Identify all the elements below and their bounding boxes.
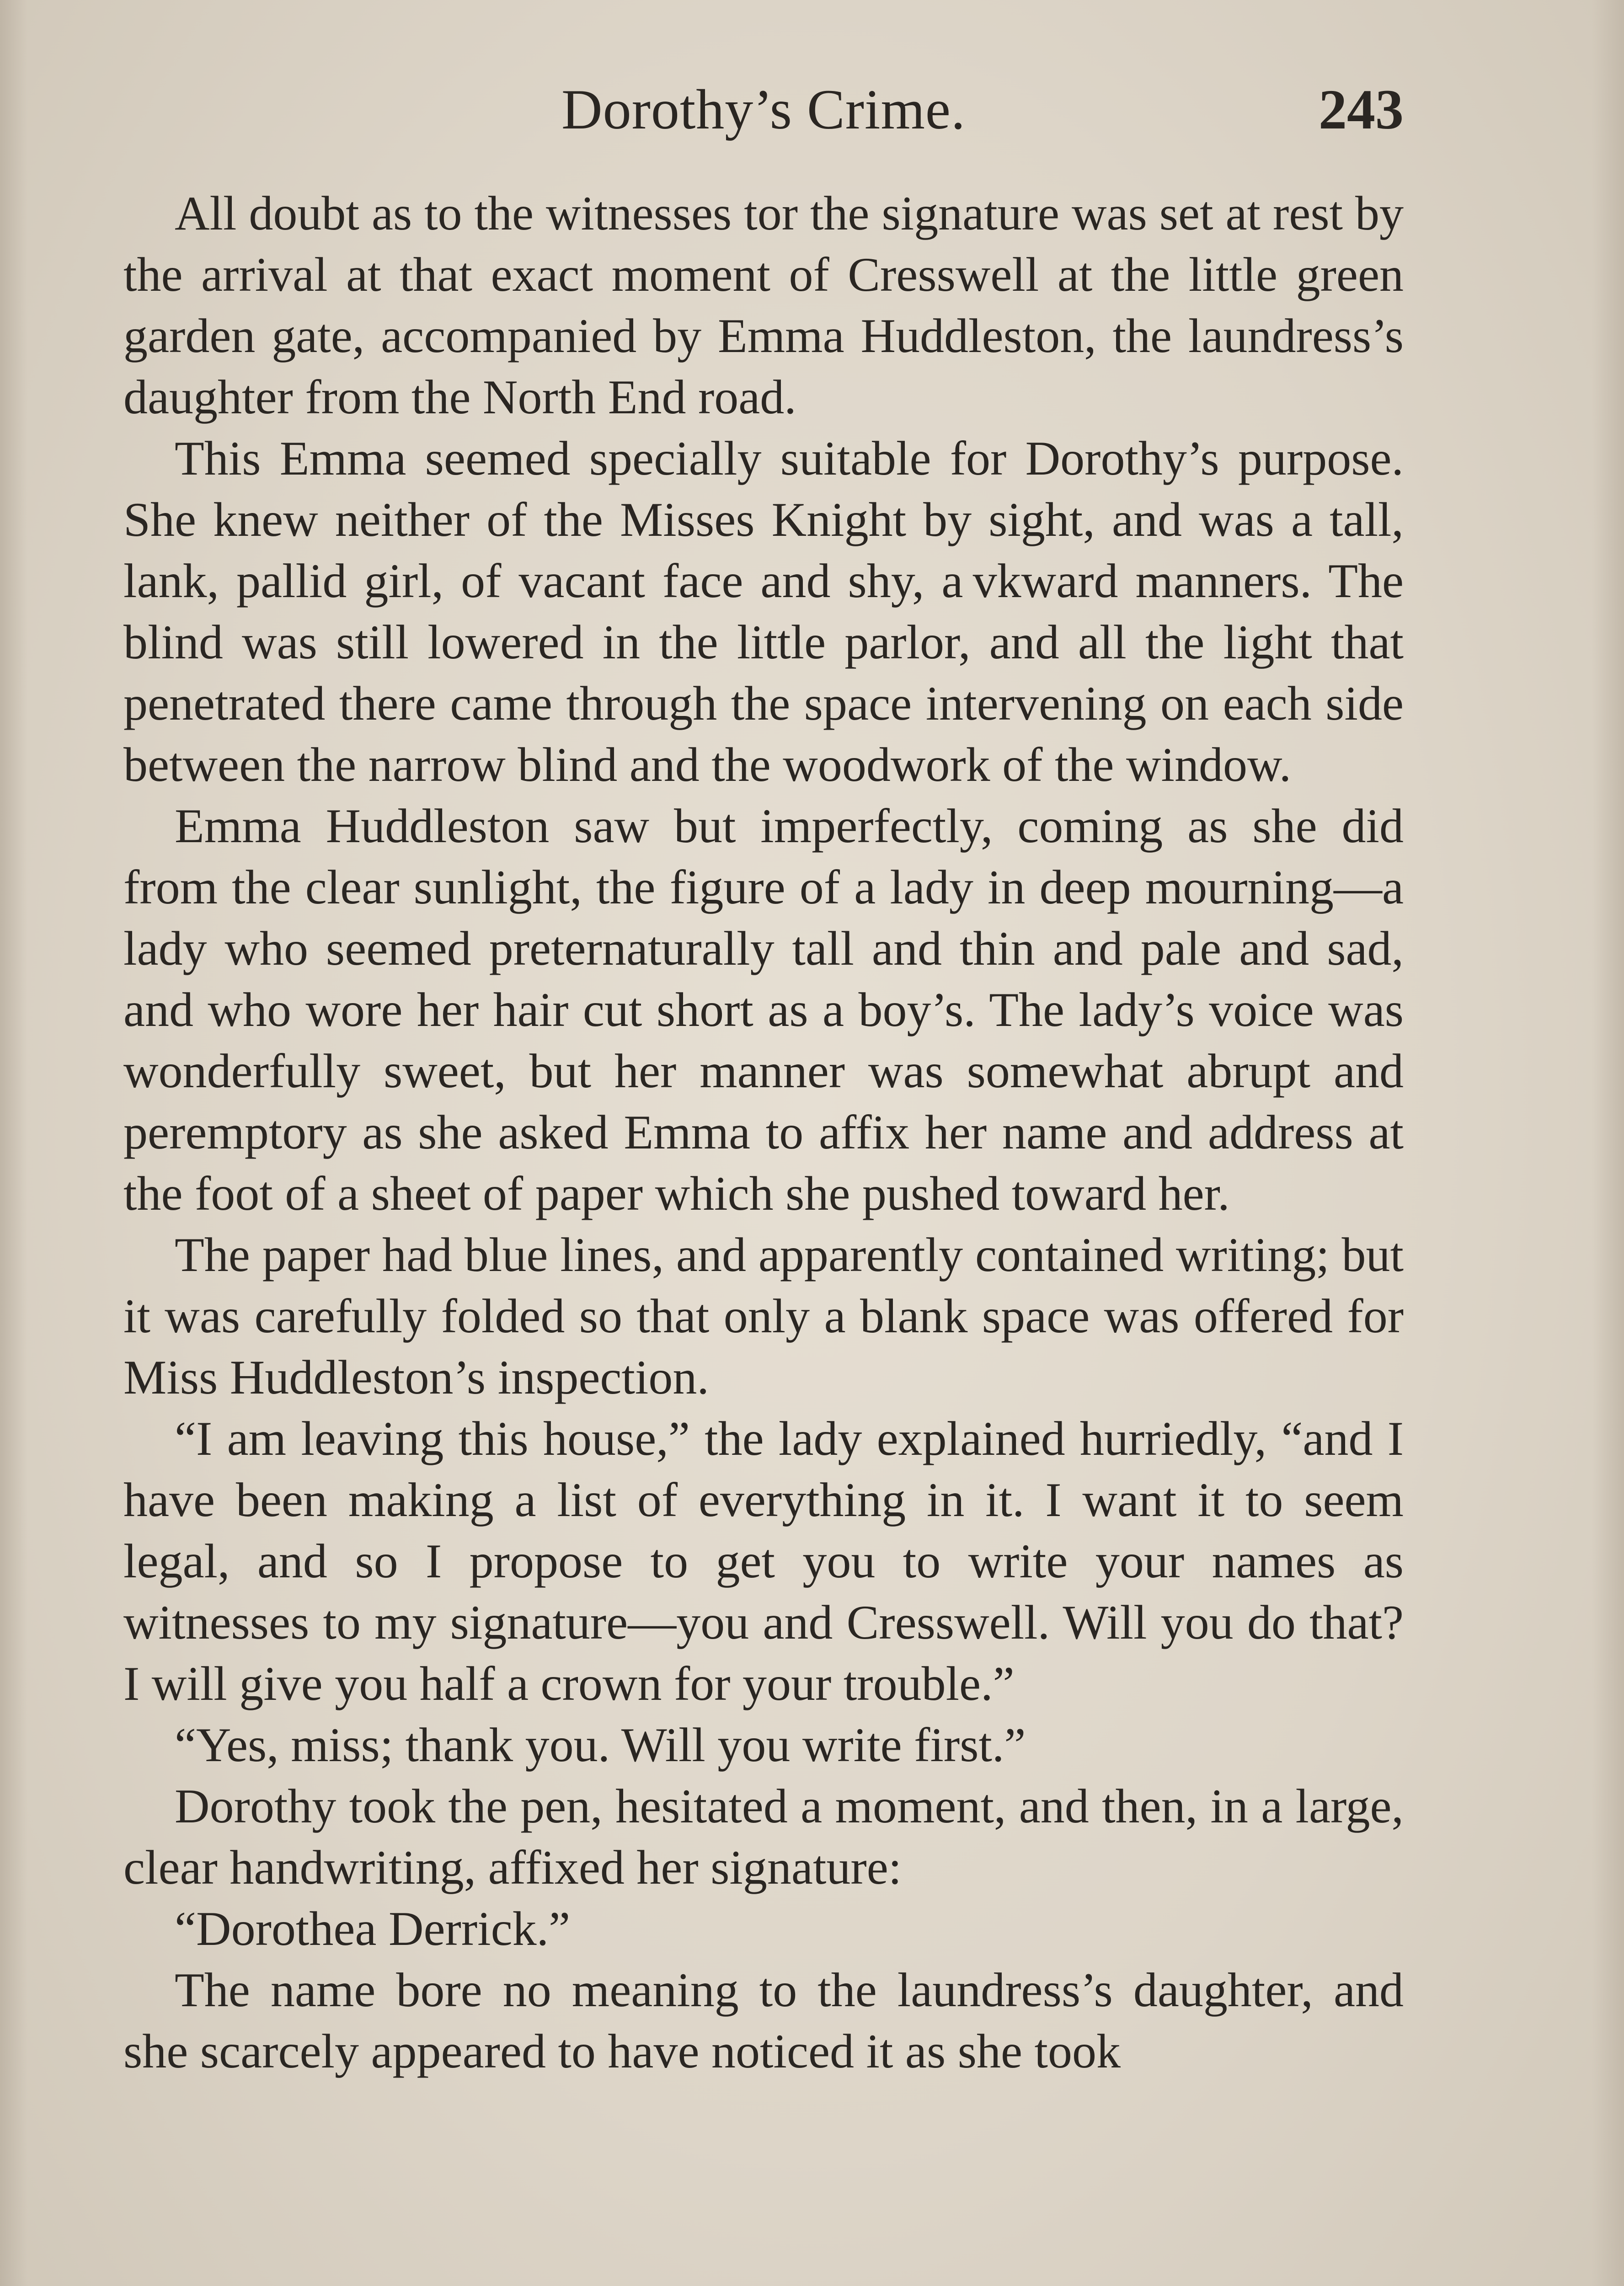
paragraph: “Dorothea Derrick.” [175,1902,571,1955]
paragraph: “I am leaving this house,” the lady explained hurriedly, “and I have been making a list of everything in it. I want it to seem legal, and so I propose to get you to write your names as witnesses to my signature—you and Cresswell. Will you do that? I will give you half a crown for your trouble.” [123,1412,1404,1710]
paragraph: The paper had blue lines, and apparently contained writing; but it was carefully folded so that only a blank space was offered for Miss Huddleston’s inspection. [123,1228,1404,1404]
page-shadow-right [1592,0,1624,2286]
paragraph: Dorothy took the pen, hesitated a moment, and then, in a large, clear handwriting, affixed her signature: [123,1779,1404,1894]
paragraph: The name bore no meaning to the laundress’s daughter, and she scarcely appeared to have noticed it as she took [123,1963,1404,2078]
running-header [123,69,1404,151]
page-shadow-left [0,0,27,2286]
paragraph: This Emma seemed specially suitable for Dorothy’s purpose. She knew neither of the Misses Knight by sight, and was a tall, lank, pallid girl, of vacant face and shy, a vkward manners. The blind was still lowered in the little parlor, and all the light that penetrated there came through the space intervening on each side between the narrow blind and the woodwork of the window. [123,432,1404,791]
paragraph: All doubt as to the witnesses tor the signature was set at rest by the arrival at that exact moment of Cresswell at the little green garden gate, accompanied by Emma Huddleston, the laundress’s daughter from the North End road. [123,187,1404,424]
running-title: Dorothy’s Crime. [561,78,966,141]
paragraph: Emma Huddleston saw but imperfectly, coming as she did from the clear sunlight, the figure of a lady in deep mourning—a lady who seemed preternaturally tall and thin and pale and sad, and who wore her hair cut short as a boy’s. The lady’s voice was wonderfully sweet, but her manner was somewhat abrupt and peremptory as she asked Emma to affix her name and address at the foot of a sheet of paper which she pushed toward her. [123,799,1404,1220]
page-number: 243 [1319,78,1404,141]
paragraph: “Yes, miss; thank you. Will you write first.” [175,1718,1026,1772]
body-text [123,183,1404,2082]
